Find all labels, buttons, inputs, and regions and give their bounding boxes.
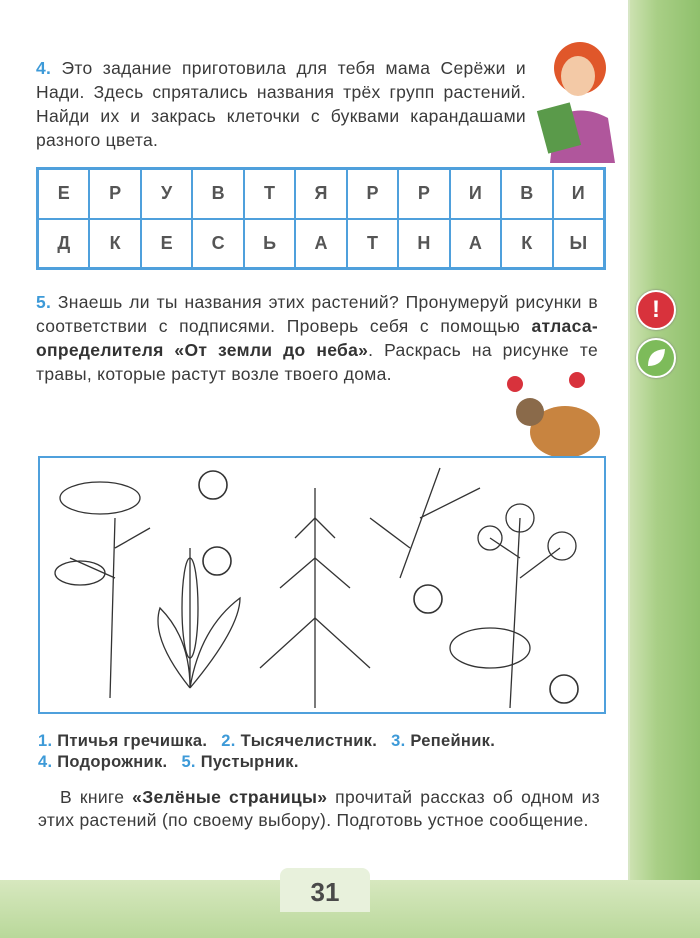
final-text: В книге — [60, 787, 133, 807]
knotweed-drawing — [370, 468, 480, 578]
letter-cell[interactable]: А — [450, 219, 501, 269]
letter-cell[interactable]: А — [295, 219, 346, 269]
letter-cell[interactable]: Ы — [553, 219, 604, 269]
leaf-icon — [636, 338, 676, 378]
plant-label — [391, 732, 495, 750]
letter-cell[interactable]: И — [553, 169, 604, 219]
letter-cell[interactable]: С — [192, 219, 243, 269]
letter-cell[interactable]: Н — [398, 219, 449, 269]
letter-cell[interactable]: Д — [38, 219, 89, 269]
letter-cell[interactable]: И — [450, 169, 501, 219]
plant-label — [38, 753, 167, 771]
letter-grid — [36, 167, 606, 270]
girl-illustration — [530, 28, 625, 163]
label-number: 3. — [391, 732, 406, 750]
task-number: 5. — [36, 292, 52, 312]
letter-cell[interactable]: В — [501, 169, 552, 219]
side-decoration — [628, 0, 700, 938]
letter-cell[interactable]: К — [501, 219, 552, 269]
letter-cell[interactable]: Р — [89, 169, 140, 219]
turtle-illustration — [485, 362, 610, 432]
letter-cell[interactable]: Р — [398, 169, 449, 219]
letter-cell[interactable]: В — [192, 169, 243, 219]
plant-label — [181, 753, 298, 771]
task-text: Знаешь ли ты названия этих растений? Пронумеруй рисунки в соответствии с подписями. Проверь себя с помощью — [36, 292, 598, 336]
plant-label — [221, 732, 377, 750]
label-number: 5. — [181, 753, 196, 771]
plant-label — [38, 732, 207, 750]
label-text: Подорожник. — [57, 753, 168, 771]
letter-cell[interactable]: Я — [295, 169, 346, 219]
plants-picture — [38, 456, 606, 714]
plant-labels — [38, 731, 613, 773]
task-text: Это задание приготовила для тебя мама Серёжи и Нади. Здесь спрятались названия трёх групп растений. Найди их и закрась клеточки с буквами карандашами разного цвета. — [36, 58, 526, 150]
letter-cell[interactable]: У — [141, 169, 192, 219]
label-number: 2. — [221, 732, 236, 750]
yarrow-drawing — [55, 482, 150, 698]
letter-cell[interactable]: Е — [38, 169, 89, 219]
task-number: 4. — [36, 58, 52, 78]
number-circles — [199, 471, 578, 703]
task-4 — [36, 56, 526, 152]
letter-cell[interactable]: Е — [141, 219, 192, 269]
book-title: «Зелёные страницы» — [132, 787, 328, 807]
letter-cell[interactable]: Ь — [244, 219, 295, 269]
label-text: Репейник. — [410, 732, 496, 750]
label-text: Птичья гречишка. — [57, 732, 208, 750]
final-text: прочитай рассказ об одном из этих растений (по своему выбору). Подготовь устное сообщение. — [38, 787, 600, 830]
atlas-title: атласа-определителя «От земли до неба» — [36, 316, 598, 360]
page-number: 31 — [280, 868, 370, 912]
label-number: 1. — [38, 732, 53, 750]
letter-cell[interactable]: К — [89, 219, 140, 269]
important-icon: ! — [636, 290, 676, 330]
label-number: 4. — [38, 753, 53, 771]
letter-cell[interactable]: Т — [244, 169, 295, 219]
letter-cell[interactable]: Т — [347, 219, 398, 269]
task-text: . Раскрась на рисунке те травы, которые растут возле твоего дома. — [36, 340, 598, 384]
letter-cell[interactable]: Р — [347, 169, 398, 219]
final-task — [38, 786, 600, 832]
motherwort-drawing — [260, 488, 370, 708]
label-text: Тысячелистник. — [240, 732, 378, 750]
label-text: Пустырник. — [200, 753, 299, 771]
